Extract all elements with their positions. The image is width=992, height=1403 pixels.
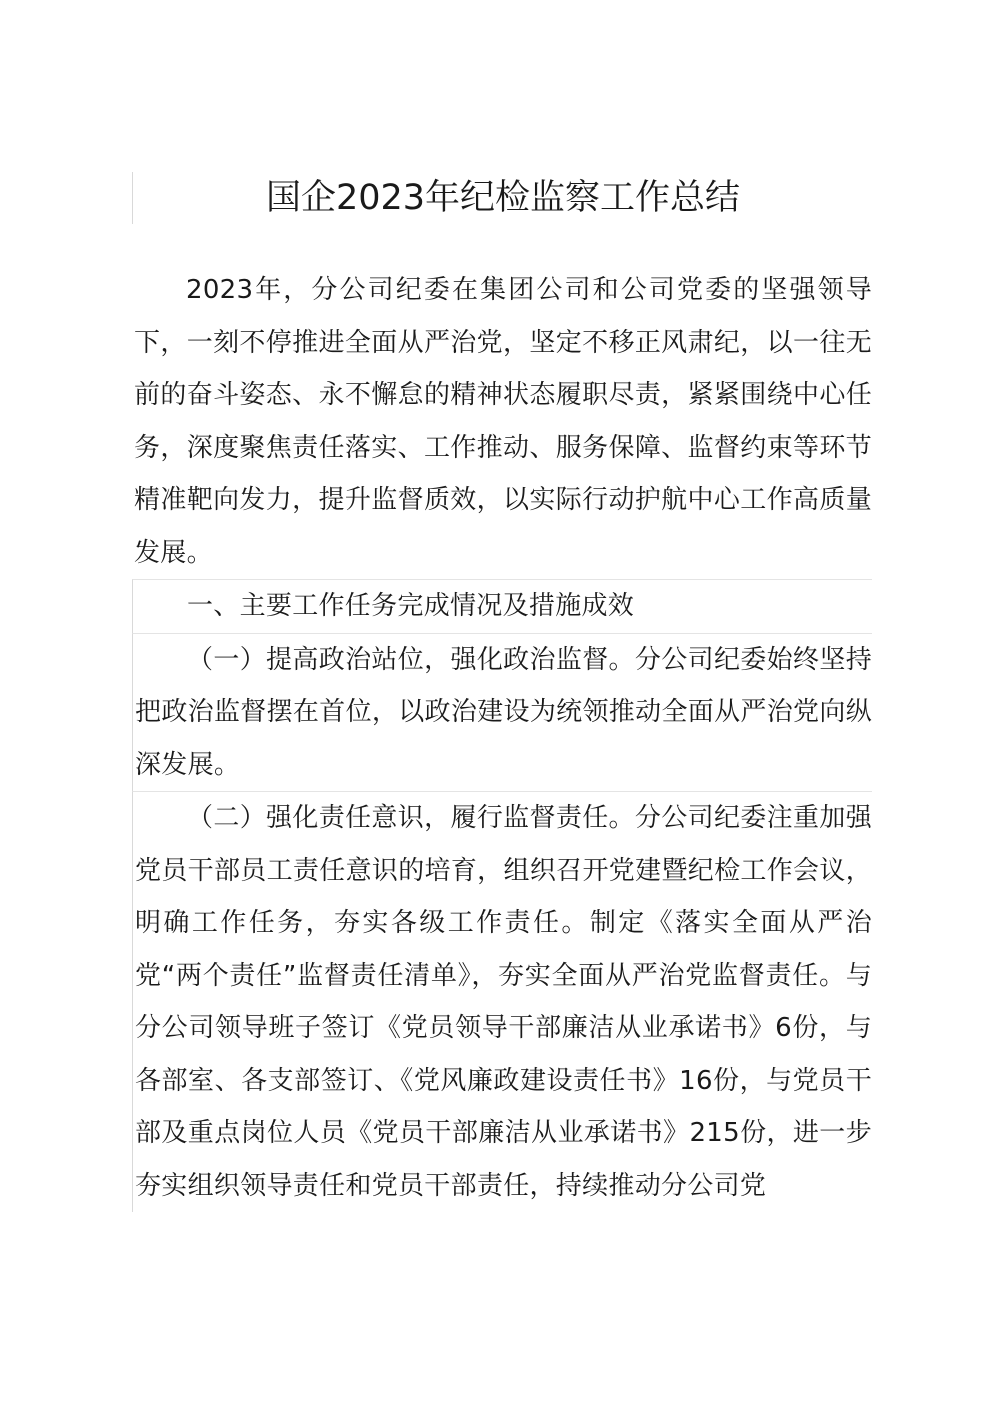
document-body [134, 264, 872, 1212]
section-heading-1: 一、主要工作任务完成情况及措施成效 [132, 579, 872, 633]
title-block [132, 172, 873, 224]
subsection-paragraph-1: （一）提高政治站位，强化政治监督。分公司纪委始终坚持把政治监督摆在首位，以政治建设为统领推动全面从严治党向纵深发展。 [132, 633, 872, 792]
subsection-paragraph-2: （二）强化责任意识，履行监督责任。分公司纪委注重加强党员干部员工责任意识的培育，组织召开党建暨纪检工作会议，明确工作任务，夯实各级工作责任。制定《落实全面从严治党“两个责任”监督责任清单》，夯实全面从严治党监督责任。与分公司领导班子签订《党员领导干部廉洁从业承诺书》6份，与各部室、各支部签订、《党风廉政建设责任书》16份，与党员干部及重点岗位人员《党员干部廉洁从业承诺书》215份，进一步夯实组织领导责任和党员干部责任，持续推动分公司党 [132, 791, 872, 1212]
document-title: 国企2023年纪检监察工作总结 [265, 178, 741, 218]
intro-paragraph: 2023年，分公司纪委在集团公司和公司党委的坚强领导下，一刻不停推进全面从严治党，坚定不移正风肃纪，以一往无前的奋斗姿态、永不懈怠的精神状态履职尽责，紧紧围绕中心任务，深度聚焦责任落实、工作推动、服务保障、监督约束等环节精准靶向发力，提升监督质效，以实际行动护航中心工作高质量发展。 [134, 275, 872, 568]
